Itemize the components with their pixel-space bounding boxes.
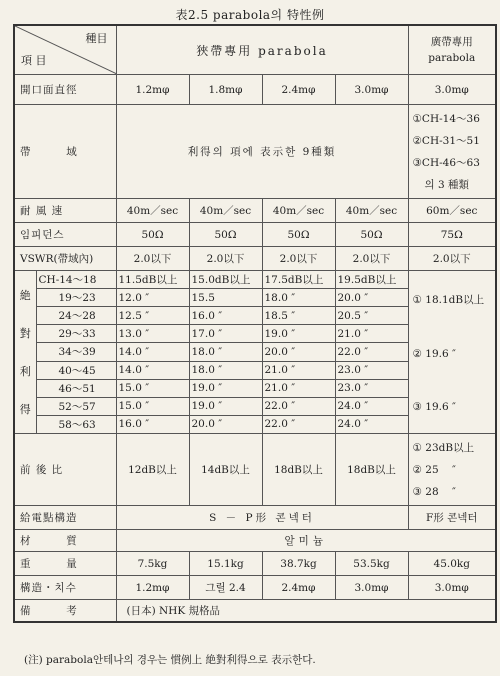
cell: 20.0 ″	[335, 289, 408, 307]
channel: CH-14～18	[36, 271, 116, 289]
gain-label-char: 對	[19, 327, 31, 340]
cell: 19.0 ″	[189, 397, 262, 415]
corner-bottom-label: 項 目	[21, 54, 47, 67]
ftb-wide	[408, 434, 496, 506]
cell: 2.0以下	[116, 247, 189, 271]
cell: 7.5kg	[116, 552, 189, 576]
channel: 34～39	[36, 343, 116, 361]
cell: 22.0 ″	[335, 343, 408, 361]
cell: 12.5 ″	[116, 307, 189, 325]
channel: 52～57	[36, 397, 116, 415]
row-band	[14, 105, 496, 199]
cell: 18dB以上	[262, 434, 335, 506]
cell: 15.5	[189, 289, 262, 307]
band-wide-4: 의 3 種類	[424, 178, 470, 191]
gain-vertical-label	[14, 271, 36, 434]
channel: 46～51	[36, 379, 116, 397]
gain-wide-2: ② 19.6 ″	[412, 347, 456, 360]
band-wide	[408, 105, 496, 199]
cell: 15.0dB以上	[189, 271, 262, 289]
cell: 3.0mφ	[408, 576, 496, 600]
parabola-spec-table	[13, 24, 497, 623]
cell: 2.4mφ	[262, 75, 335, 105]
feed-narrow: S － P形 콘넥터	[116, 506, 408, 530]
wide-band-header	[408, 25, 496, 75]
row-feed	[14, 506, 496, 530]
gain-wide	[408, 271, 496, 434]
material-value: 알미늄	[116, 530, 496, 552]
cell: 14.0 ″	[116, 343, 189, 361]
cell: 21.0 ″	[262, 361, 335, 379]
cell: 2.0以下	[189, 247, 262, 271]
cell: 21.0 ″	[262, 379, 335, 397]
gain-label-char: 利	[19, 365, 31, 378]
cell: 17.5dB以上	[262, 271, 335, 289]
cell: 13.0 ″	[116, 325, 189, 343]
label-band: 帶 域	[14, 105, 116, 199]
band-wide-1: ①CH-14～36	[412, 112, 480, 125]
cell: 23.0 ″	[335, 379, 408, 397]
cell: 1.8mφ	[189, 75, 262, 105]
cell: 19.0 ″	[262, 325, 335, 343]
row-front-back	[14, 434, 496, 506]
cell: 19.5dB以上	[335, 271, 408, 289]
label-vswr: VSWR(帶域內)	[14, 247, 116, 271]
cell: 2.0以下	[408, 247, 496, 271]
row-aperture	[14, 75, 496, 105]
cell: 17.0 ″	[189, 325, 262, 343]
wide-header-line1: 廣帶專用	[430, 36, 473, 48]
cell: 2.4mφ	[262, 576, 335, 600]
cell: 20.5 ″	[335, 307, 408, 325]
channel: 29～33	[36, 325, 116, 343]
row-weight	[14, 552, 496, 576]
channel: 24～28	[36, 307, 116, 325]
cell: 38.7kg	[262, 552, 335, 576]
row-structure	[14, 576, 496, 600]
label-wind: 耐 風 速	[14, 199, 116, 223]
cell: 50Ω	[335, 223, 408, 247]
cell: 16.0 ″	[189, 307, 262, 325]
narrow-band-header: 狹帶專用 parabola	[116, 25, 408, 75]
feed-wide: F形 콘넥터	[408, 506, 496, 530]
footnote: (注) parabola안테나의 경우는 慣例上 絶對利得으로 表示한다.	[24, 654, 316, 666]
cell: 23.0 ″	[335, 361, 408, 379]
cell: 20.0 ″	[262, 343, 335, 361]
cell: 18.5 ″	[262, 307, 335, 325]
cell: 그릴 2.4	[189, 576, 262, 600]
header-row	[14, 25, 496, 75]
ftb-wide-1: ① 23dB以上	[412, 441, 475, 454]
cell: 2.0以下	[262, 247, 335, 271]
cell: 24.0 ″	[335, 415, 408, 433]
cell: 3.0mφ	[335, 75, 408, 105]
cell: 18.0 ″	[189, 343, 262, 361]
cell: 3.0mφ	[408, 75, 496, 105]
cell: 18dB以上	[335, 434, 408, 506]
gain-row	[14, 271, 496, 289]
spec-table-wrap	[13, 24, 495, 623]
channel: 19～23	[36, 289, 116, 307]
gain-label-char: 得	[19, 403, 31, 416]
cell: 75Ω	[408, 223, 496, 247]
cell: 2.0以下	[335, 247, 408, 271]
row-remarks	[14, 600, 496, 622]
cell: 19.0 ″	[189, 379, 262, 397]
band-wide-2: ②CH-31～51	[412, 134, 480, 147]
cell: 12.0 ″	[116, 289, 189, 307]
cell: 20.0 ″	[189, 415, 262, 433]
corner-top-label: 種目	[85, 32, 108, 45]
cell: 3.0mφ	[335, 576, 408, 600]
cell: 12dB以上	[116, 434, 189, 506]
cell: 60m／sec	[408, 199, 496, 223]
cell: 15.0 ″	[116, 379, 189, 397]
label-structure: 構造・치수	[14, 576, 116, 600]
ftb-wide-3: ③ 28 ″	[412, 485, 456, 498]
ftb-wide-2: ② 25 ″	[412, 463, 456, 476]
cell: 40m／sec	[116, 199, 189, 223]
label-remarks: 備 考	[14, 600, 116, 622]
label-aperture: 開口面直徑	[14, 75, 116, 105]
wide-header-line2: parabola	[428, 52, 476, 64]
cell: 1.2mφ	[116, 75, 189, 105]
band-wide-3: ③CH-46～63	[412, 156, 480, 169]
cell: 15.1kg	[189, 552, 262, 576]
gain-wide-1: ① 18.1dB以上	[412, 293, 485, 306]
cell: 50Ω	[116, 223, 189, 247]
band-narrow: 利得의 項에 表示한 9種類	[116, 105, 408, 199]
label-weight: 重 量	[14, 552, 116, 576]
cell: 22.0 ″	[262, 415, 335, 433]
cell: 53.5kg	[335, 552, 408, 576]
row-impedance	[14, 223, 496, 247]
cell: 40m／sec	[189, 199, 262, 223]
row-material	[14, 530, 496, 552]
table-title: 表2.5 parabola의 特性例	[175, 8, 325, 22]
row-vswr	[14, 247, 496, 271]
channel: 40～45	[36, 361, 116, 379]
label-material: 材 質	[14, 530, 116, 552]
gain-wide-3: ③ 19.6 ″	[412, 400, 456, 413]
cell: 14.0 ″	[116, 361, 189, 379]
cell: 18.0 ″	[262, 289, 335, 307]
channel: 58～63	[36, 415, 116, 433]
cell: 45.0kg	[408, 552, 496, 576]
cell: 40m／sec	[262, 199, 335, 223]
cell: 40m／sec	[335, 199, 408, 223]
remarks-value: (日本) NHK 規格品	[116, 600, 496, 622]
row-wind	[14, 199, 496, 223]
label-front-back: 前 後 比	[14, 434, 116, 506]
cell: 24.0 ″	[335, 397, 408, 415]
cell: 50Ω	[262, 223, 335, 247]
cell: 1.2mφ	[116, 576, 189, 600]
cell: 18.0 ″	[189, 361, 262, 379]
cell: 14dB以上	[189, 434, 262, 506]
cell: 22.0 ″	[262, 397, 335, 415]
cell: 11.5dB以上	[116, 271, 189, 289]
corner-cell	[14, 25, 116, 75]
label-impedance: 임피던스	[14, 223, 116, 247]
cell: 15.0 ″	[116, 397, 189, 415]
cell: 50Ω	[189, 223, 262, 247]
gain-label-char: 絶	[19, 289, 31, 302]
label-feed: 給電點構造	[14, 506, 116, 530]
cell: 21.0 ″	[335, 325, 408, 343]
cell: 16.0 ″	[116, 415, 189, 433]
